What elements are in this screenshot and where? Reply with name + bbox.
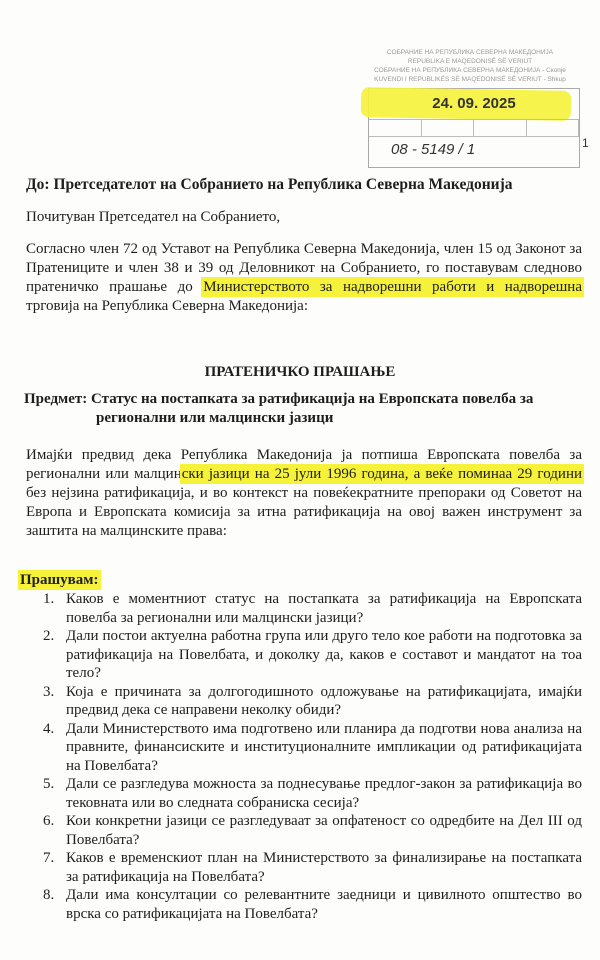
text: Имајќи предвид дека Република Македонија ја потпиша Европската повелба за регионални или малцин — [26, 447, 582, 482]
registry-stamp — [360, 48, 589, 178]
questions-list — [0, 590, 582, 923]
subject — [24, 390, 584, 428]
subject-line: регионални или малцински јазици — [96, 410, 334, 426]
stamp-line: REPUBLIKA E MAQEDONISË SË VERIUT — [407, 58, 533, 65]
intro-paragraph — [26, 240, 582, 316]
context-paragraph — [26, 446, 582, 541]
stamp-line: KUVENDI I REPUBLIKËS SË MAQEDONISË SË VERIUT - Shkup — [374, 76, 566, 83]
highlighted-text: Министерството за надворешни работи и надворешна — [203, 279, 582, 295]
text: без нејзина ратификација, и во контекст на повеќекратните препораки од Советот на Европа и Европската комисија за итна ратификација на овој важен инструмент за заштита на малцинските права: — [26, 485, 582, 539]
document-title: ПРАТЕНИЧКО ПРАШАЊЕ — [204, 364, 396, 380]
question-item: 2. Дали постои актуелна работна група или друго тело кое работи на подготовка за ратификација на Повелбата, и доколку да, каков е составот и мандатот на тоа тело? — [58, 627, 582, 683]
text: трговија на Република Северна Македонија: — [26, 298, 308, 314]
question-item: 3. Која е причината за долгогодишното одложување на ратификацијата, имајќи предвид дека се направени неколку обиди? — [58, 683, 582, 720]
highlighted-text: ски јазици на 25 јули 1996 година, а веќе поминаа 29 години — [181, 466, 582, 482]
question-item: 5. Дали се разгледува можноста за поднесување предлог-закон за ратификација во тековната или во следната собраниска сесија? — [58, 775, 582, 812]
question-item: 6. Кои конкретни јазици се разгледуваат за опфатеност со одредбите на Дел III од Повелбата? — [58, 812, 582, 849]
stamp-date: 24. 09. 2025 — [432, 95, 516, 112]
text: Согласно член 72 од Уставот на Република Северна Македонија, член 15 од Законот за Пратениците и член 38 и 39 од Деловникот на Собранието, го поставувам следново пратеничко прашање до — [26, 241, 582, 295]
addressee: До: Претседателот на Собранието на Република Северна Македонија — [26, 176, 513, 193]
highlighted-text: Прашувам: — [20, 572, 99, 588]
stamp-cells — [369, 119, 579, 137]
stamp-header — [360, 48, 580, 84]
question-item: 8. Дали има консултации со релевантните заедници и цивилното општество во врска со ратификацијата на Повелбата? — [58, 886, 582, 923]
subject-line: Предмет: Статус на постапката за ратификација на Европската повелба за — [24, 391, 534, 407]
ask-label — [20, 572, 99, 589]
registry-number: 08 - 5149 / 1 — [391, 141, 476, 158]
greeting: Почитуван Претседател на Собранието, — [26, 209, 281, 225]
question-item: 7. Каков е временскиот план на Министерството за финализирање на постапката за ратификација на Повелбата? — [58, 849, 582, 886]
question-item: 1. Каков е моментниот статус на постапката за ратификација на Европската повелба за регионални или малцински јазици? — [58, 590, 582, 627]
stamp-grid — [368, 88, 580, 168]
question-item: 4. Дали Министерството има подготвено или планира да подготви нова анализа на правните, финансиските и институционалните импликации од ратификацијата на Повелбата? — [58, 720, 582, 776]
stamp-line: СОБРАНИЕ НА РЕПУБЛИКА СЕВЕРНА МАКЕДОНИЈА - Скопје — [374, 67, 566, 74]
stamp-line: СОБРАНИЕ НА РЕПУБЛИКА СЕВЕРНА МАКЕДОНИЈА — [386, 49, 554, 56]
page-number: 1 — [582, 136, 589, 150]
